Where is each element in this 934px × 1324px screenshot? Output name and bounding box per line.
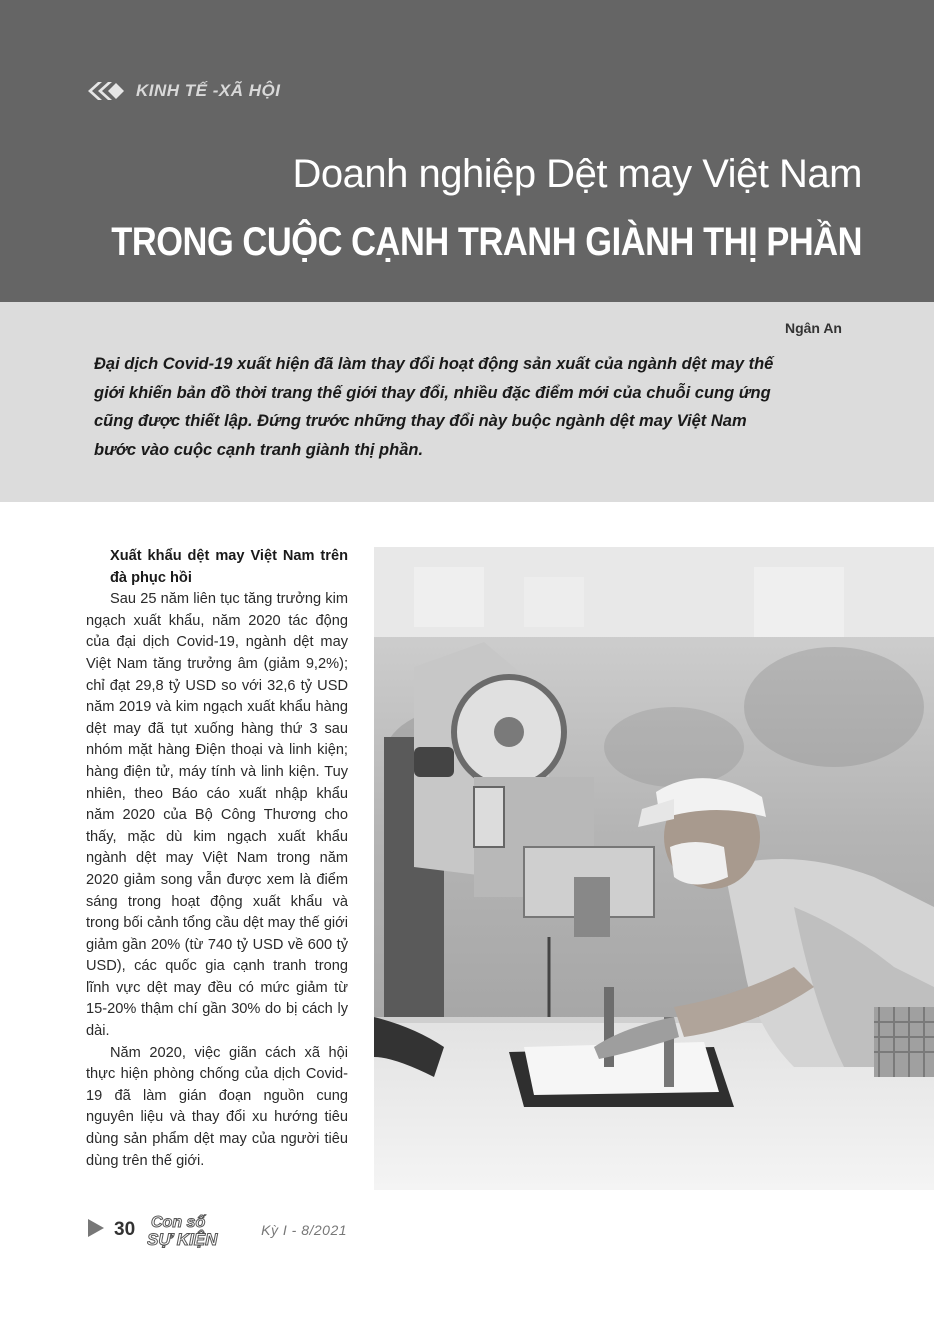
- lead-band: [0, 302, 934, 502]
- article-title-line-1: Doanh nghiệp Dệt may Việt Nam: [292, 152, 862, 196]
- header-band: [0, 0, 934, 302]
- author-byline: Ngân An: [784, 320, 842, 336]
- double-chevron-icon: [86, 80, 128, 102]
- article-subhead: Xuất khẩu dệt may Việt Nam trên đà phục hồi: [110, 548, 348, 586]
- magazine-logo: [147, 1212, 257, 1248]
- article-title-line-2: TRONG CUỘC CẠNH TRANH GIÀNH THỊ PHẦN: [111, 220, 862, 264]
- issue-label: Kỳ I - 8/2021: [261, 1222, 348, 1238]
- lead-paragraph: Đại dịch Covid-19 xuất hiện đã làm thay đổi hoạt động sản xuất của ngành dệt may thế giới khiến bản đồ thời trang thế giới thay đổi, nhiều đặc điểm mới của chuỗi cung ứng cũng được thiết lập. Đứng trước những thay đổi này buộc ngành dệt may Việt Nam bước vào cuộc cạnh tranh giành thị phần.: [94, 355, 774, 459]
- article-paragraph: Sau 25 năm liên tục tăng trưởng kim ngạch xuất khẩu, năm 2020 tác động của đại dịch Covid-19, ngành dệt may Việt Nam tăng trưởng âm (giảm 9,2%); chỉ đạt 29,8 tỷ USD so với 32,6 tỷ USD năm 2019 và kim ngạch xuất khẩu hàng dệt may đã tụt xuống hàng thứ 3 sau nhóm mặt hàng Điện thoại và linh kiện; hàng điện tử, máy tính và linh kiện. Tuy nhiên, theo Báo cáo xuất nhập khẩu năm 2020 của Bộ Công Thương cho thấy, mặc dù kim ngạch xuất khẩu ngành dệt may Việt Nam trong năm 2020 giảm song vẫn được xem là điểm sáng trong hoạt động xuất khẩu và trong bối cảnh tổng cầu dệt may thế giới giảm gần 20% (từ 740 tỷ USD về 600 tỷ USD), các quốc gia cạnh tranh trong lĩnh vực dệt may đều có mức giảm từ 15-20% thậm chí gần 30% do bị cách ly dài.: [86, 591, 348, 1040]
- article-paragraph: Năm 2020, việc giãn cách xã hội thực hiện phòng chống của dịch Covid-19 đã làm gián đoạn nguồn cung nguyên liệu và thay đổi xu hướng tiêu dùng sản phẩm dệt may của người tiêu dùng trên thế giới.: [86, 1044, 348, 1169]
- page-number: 30: [114, 1219, 136, 1240]
- section-tag: [86, 80, 280, 102]
- section-label: KINH TẾ -XÃ HỘI: [136, 81, 281, 100]
- svg-text:SỰ KIỆN: SỰ KIỆN: [147, 1230, 218, 1248]
- svg-text:Con số: Con số: [151, 1214, 206, 1231]
- garment-worker-photo: [374, 547, 934, 1190]
- play-triangle-icon: [86, 1217, 106, 1244]
- page-footer: [86, 1212, 347, 1248]
- article-column: [86, 546, 348, 1172]
